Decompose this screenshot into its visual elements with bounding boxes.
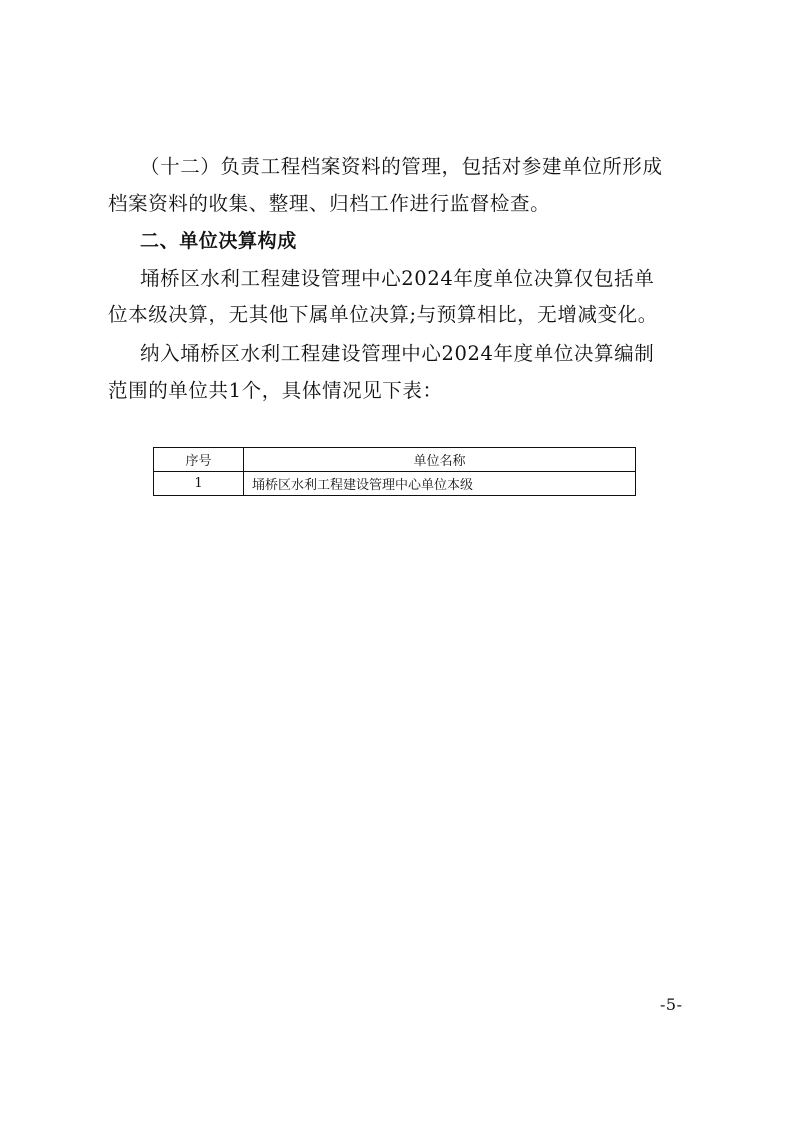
table-header-row bbox=[154, 448, 636, 472]
paragraph-scope-line1: 纳入埇桥区水利工程建设管理中心2024年度单位决算编制 bbox=[140, 342, 655, 365]
paragraph-duty-12-line1: （十二）负责工程档案资料的管理，包括对参建单位所形成 bbox=[140, 155, 663, 178]
table-row bbox=[154, 472, 636, 496]
unit-table bbox=[153, 447, 636, 496]
column-header-index: 序号 bbox=[154, 448, 244, 472]
cell-index: 1 bbox=[154, 472, 244, 496]
paragraph-duty-12-line2: 档案资料的收集、整理、归档工作进行监督检查。 bbox=[108, 192, 551, 215]
column-header-unit-name: 单位名称 bbox=[244, 448, 636, 472]
paragraph-composition-line1: 埇桥区水利工程建设管理中心2024年度单位决算仅包括单 bbox=[140, 267, 655, 290]
paragraph-composition-line2: 位本级决算，无其他下属单位决算;与预算相比，无增减变化。 bbox=[108, 303, 658, 326]
page-number: -5- bbox=[660, 995, 683, 1014]
section-heading: 二、单位决算构成 bbox=[140, 230, 297, 252]
cell-unit-name: 埇桥区水利工程建设管理中心单位本级 bbox=[244, 472, 636, 496]
paragraph-scope-line2: 范围的单位共1个，具体情况见下表： bbox=[108, 379, 443, 402]
